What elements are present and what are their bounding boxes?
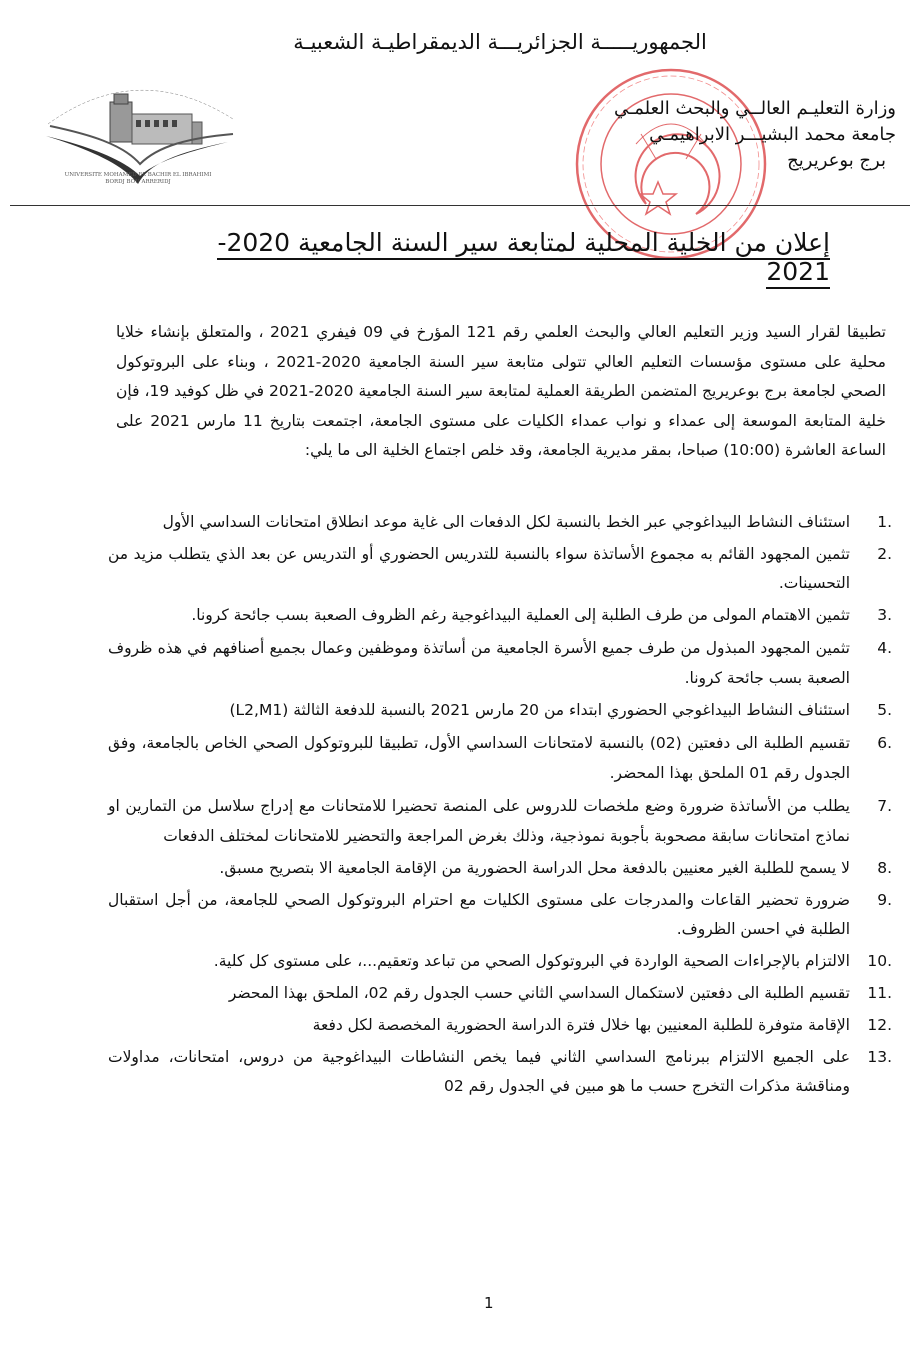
item-text: تقسيم الطلبة الى دفعتين لاستكمال السداسي الثاني حسب الجدول رقم 02، الملحق بهذا المحضر [228,984,850,1002]
logo-building-icon [110,94,202,144]
item-text: تثمين المجهود القائم به مجموع الأساتذة سواء بالنسبة للتدريس الحضوري أو التدريس عن بعد الذي يتطلب مزيد من التحسينات. [108,545,850,592]
item-number: 4. [877,639,892,657]
item-text: استئناف النشاط البيداغوجي عبر الخط بالنسبة لكل الدفعات الى غاية موعد انطلاق امتحانات السداسي الأول [162,513,850,531]
item-number: 10. [867,952,892,970]
list-item [108,508,892,537]
item-number: 1. [877,513,892,531]
item-text: تثمين المجهود المبذول من طرف جميع الأسرة الجامعية من أساتذة وموظفين وعمال بجميع أصنافهم في هذه ظروف الصعبة بسب جائحة كرونا. [108,639,850,687]
item-text: تقسيم الطلبة الى دفعتين (02) بالنسبة لامتحانات السداسي الأول، تطبيقا للبروتوكول الصحي الخاص بالجامعة، وفق الجدول رقم 01 الملحق بهذا المحضر. [108,734,851,782]
list-item [108,886,892,944]
item-text: الإقامة متوفرة للطلبة المعنيين بها خلال فترة الدراسة الحضورية المخصصة لكل دفعة [312,1016,850,1034]
ministry-block [516,96,896,174]
list-item [108,979,892,1008]
announcement-title-text: إعلان من الخلية المحلية لمتابعة سير السنة الجامعية 2020-2021 [217,228,830,289]
item-number: 9. [877,891,892,909]
decisions-list [108,508,892,1104]
university-name: جامعة محمد البشيـــر الابراهيمـي [649,124,896,145]
list-item [108,1043,892,1101]
list-item [108,728,892,788]
item-number: 7. [877,797,892,815]
item-number: 13. [867,1048,892,1066]
item-text: استئناف النشاط البيداغوجي الحضوري ابتداء من 20 مارس 2021 بالنسبة للدفعة الثالثة (L2,M1) [229,701,850,719]
list-item [108,791,892,851]
list-item [108,854,892,883]
logo-caption-line1: UNIVERSITE MOHAMED EL BACHIR EL IBRAHIMI [64,172,212,178]
item-number: 11. [867,984,892,1002]
list-item [108,601,892,630]
university-logo [28,64,248,189]
item-text: الالتزام بالإجراءات الصحية الواردة في البروتوكول الصحي من تباعد وتعقيم...، على مستوى كل كلية. [213,952,850,970]
page-number: 1 [484,1294,494,1312]
list-item [108,696,892,725]
item-text: ضرورة تحضير القاعات والمدرجات على مستوى الكليات مع احترام البروتوكول الصحي للجامعة، من أجل استقبال الطلبة في احسن الظروف. [108,891,850,938]
ministry-name: وزارة التعليـم العالــي والبحث العلمـي [613,98,896,119]
item-number: 3. [877,606,892,624]
item-text: لا يسمح للطلبة الغير معنيين بالدفعة محل الدراسة الحضورية من الإقامة الجامعية الا بتصريح مسبق. [219,859,850,877]
item-number: 12. [867,1016,892,1034]
item-number: 6. [877,734,892,752]
list-item [108,1011,892,1040]
header-divider [10,205,910,206]
item-number: 8. [877,859,892,877]
announcement-title [170,228,830,286]
city-name: برج بوعريريج [787,150,886,171]
item-text: على الجميع الالتزام ببرنامج السداسي الثاني فيما يخص النشاطات البيداغوجية من دروس، امتحانات، مداولات ومناقشة مذكرات التخرج حسب ما هو مبين في الجدول رقم 02 [108,1048,850,1095]
intro-paragraph: تطبيقا لقرار السيد وزير التعليم العالي والبحث العلمي رقم 121 المؤرخ في 09 فيفري 2021 ، والمتعلق بإنشاء خلايا محلية على مستوى مؤسسات التعليم العالي تتولى متابعة سير السنة الجامعية 2020-2021 ، وبناء على البروتوكول الصحي لجامعة برج بوعريريج المتضمن الطريقة العملية لمتابعة سير السنة الجامعية 2020-2021 في ظل كوفيد 19، فإن خلية المتابعة الموسعة إلى عمداء و نواب عمداء الكليات على مستوى الجامعة، اجتمعت بتاريخ 11 مارس 2021 على الساعة العاشرة (10:00) صباحا، بمقر مديرية الجامعة، وقد خلص اجتماع الخلية الى ما يلي: [116,323,886,459]
list-item [108,633,892,693]
republic-heading: الجمهوريـــــة الجزائريـــة الديمقراطيـة الشعبيـة [293,30,707,54]
list-item [108,540,892,598]
item-text: يطلب من الأساتذة ضرورة وضع ملخصات للدروس على المنصة تحضيرا للامتحانات مع إدراج سلاسل من التمارين او نماذج امتحانات سابقة مصحوبة بأجوبة نموذجية، وذلك بغرض المراجعة والتحضير للامتحانات لمختلف الدفعات [108,797,850,845]
logo-caption-line2: BORDJ BOU ARRERIDJ [105,179,171,185]
item-number: 2. [877,545,892,563]
item-text: تثمين الاهتمام المولى من طرف الطلبة إلى العملية البيداغوجية رغم الظروف الصعبة بسب جائحة كرونا. [191,606,850,624]
list-item [108,947,892,976]
logo-caption [28,172,248,186]
item-number: 5. [877,701,892,719]
